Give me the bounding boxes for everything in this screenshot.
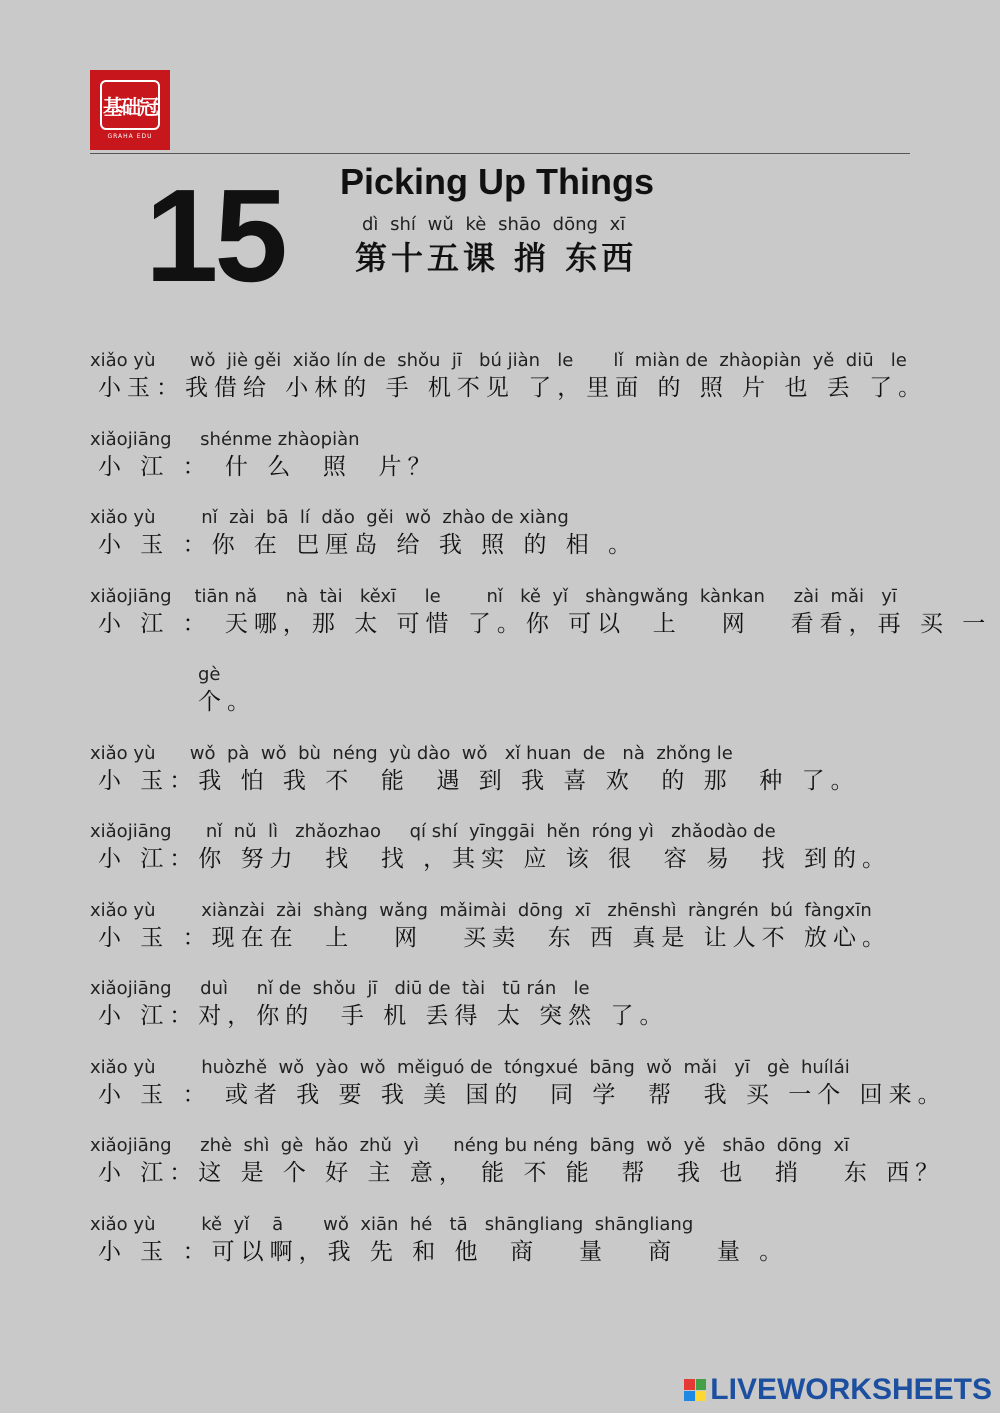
lesson-title-english: Picking Up Things <box>340 161 655 202</box>
lesson-title-pinyin: dì shí wǔ kè shāo dōng xī <box>362 214 626 235</box>
dialogue-pinyin: xiǎojiāng tiān nǎ nà tài kěxī le nǐ kě yǐ shàngwǎng kànkan zài mǎi yī <box>90 586 897 607</box>
dialogue-text: 小 江 ： 什 么 照 片？ <box>98 454 437 480</box>
dialogue-line <box>90 586 992 640</box>
dialogue-text: 小玉：我借给 小林的 手 机不见 了，里面 的 照 片 也 丢 了。 <box>98 375 928 401</box>
logo-seal: 基础冠 <box>100 80 160 130</box>
dialogue-text: 小 江：这 是 个 好 主 意， 能 不 能 帮 我 也 捎 东 西？ <box>98 1160 945 1186</box>
liveworksheets-logo-icon <box>684 1379 706 1401</box>
dialogue-pinyin: xiǎo yù wǒ jiè gěi xiǎo lín de shǒu jī bú jiàn le lǐ miàn de zhàopiàn yě diū le <box>90 350 907 371</box>
liveworksheets-watermark <box>684 1373 992 1407</box>
dialogue-continuation <box>198 664 898 718</box>
dialogue-pinyin: xiǎojiāng nǐ nǔ lì zhǎozhao qí shí yīnggāi hěn róng yì zhǎodào de <box>90 821 776 842</box>
dialogue-text: 小 江 ： 天哪，那 太 可惜 了。你 可以 上 网 看看，再 买 一 <box>98 611 992 637</box>
dialogue-pinyin: xiǎojiāng zhè shì gè hǎo zhǔ yì néng bu néng bāng wǒ yě shāo dōng xī <box>90 1135 850 1156</box>
dialogue-line <box>90 978 920 1032</box>
dialogue-pinyin: xiǎo yù kě yǐ ā wǒ xiān hé tā shāngliang shāngliang <box>90 1214 694 1235</box>
dialogue-pinyin: xiǎo yù xiànzài zài shàng wǎng mǎimài dōng xī zhēnshì ràngrén bú fàngxīn <box>90 900 872 921</box>
dialogue-text: 小 玉 ： 或者 我 要 我 美 国的 同 学 帮 我 买 一个 回来。 <box>98 1082 947 1108</box>
dialogue-line <box>90 429 920 483</box>
dialogue-line <box>90 900 920 954</box>
dialogue-line <box>90 821 920 875</box>
dialogue-pinyin: xiǎo yù huòzhě wǒ yào wǒ měiguó de tóngxué bāng wǒ mǎi yī gè huílái <box>90 1057 850 1078</box>
school-logo <box>90 70 170 150</box>
dialogue-line <box>90 743 920 797</box>
dialogue-line <box>90 1135 945 1189</box>
dialogue-text: 小 江：对，你的 手 机 丢得 太 突然 了。 <box>98 1003 669 1029</box>
dialogue-text: 小 玉 ：可以啊，我 先 和 他 商 量 商 量 。 <box>98 1239 789 1265</box>
dialogue-pinyin: xiǎo yù nǐ zài bā lí dǎo gěi wǒ zhào de xiàng <box>90 507 569 528</box>
lesson-number: 15 <box>145 162 284 309</box>
dialogue-pinyin: xiǎo yù wǒ pà wǒ bù néng yù dào wǒ xǐ huan de nà zhǒng le <box>90 743 733 764</box>
logo-caption: GRAHA EDU <box>107 133 153 140</box>
dialogue-pinyin: gè <box>198 664 221 685</box>
dialogue-line <box>90 507 920 561</box>
dialogue-line <box>90 1057 947 1111</box>
dialogue-line <box>90 350 928 404</box>
dialogue-text: 个。 <box>198 689 256 715</box>
header-divider <box>90 153 910 154</box>
dialogue-text: 小 玉：我 怕 我 不 能 遇 到 我 喜 欢 的 那 种 了。 <box>98 768 860 794</box>
dialogue-text: 小 江：你 努力 找 找 ，其实 应 该 很 容 易 找 到的。 <box>98 846 891 872</box>
dialogue-text: 小 玉 ：现在在 上 网 买卖 东 西 真是 让人不 放心。 <box>98 925 891 951</box>
dialogue-pinyin: xiǎojiāng shénme zhàopiàn <box>90 429 360 450</box>
dialogue-line <box>90 1214 920 1268</box>
dialogue-text: 小 玉 ：你 在 巴厘岛 给 我 照 的 相 。 <box>98 532 638 558</box>
watermark-text: LIVEWORKSHEETS <box>710 1373 992 1406</box>
lesson-title-chinese: 第十五课 捎 东西 <box>355 239 638 277</box>
dialogue-pinyin: xiǎojiāng duì nǐ de shǒu jī diū de tài tū rán le <box>90 978 590 999</box>
